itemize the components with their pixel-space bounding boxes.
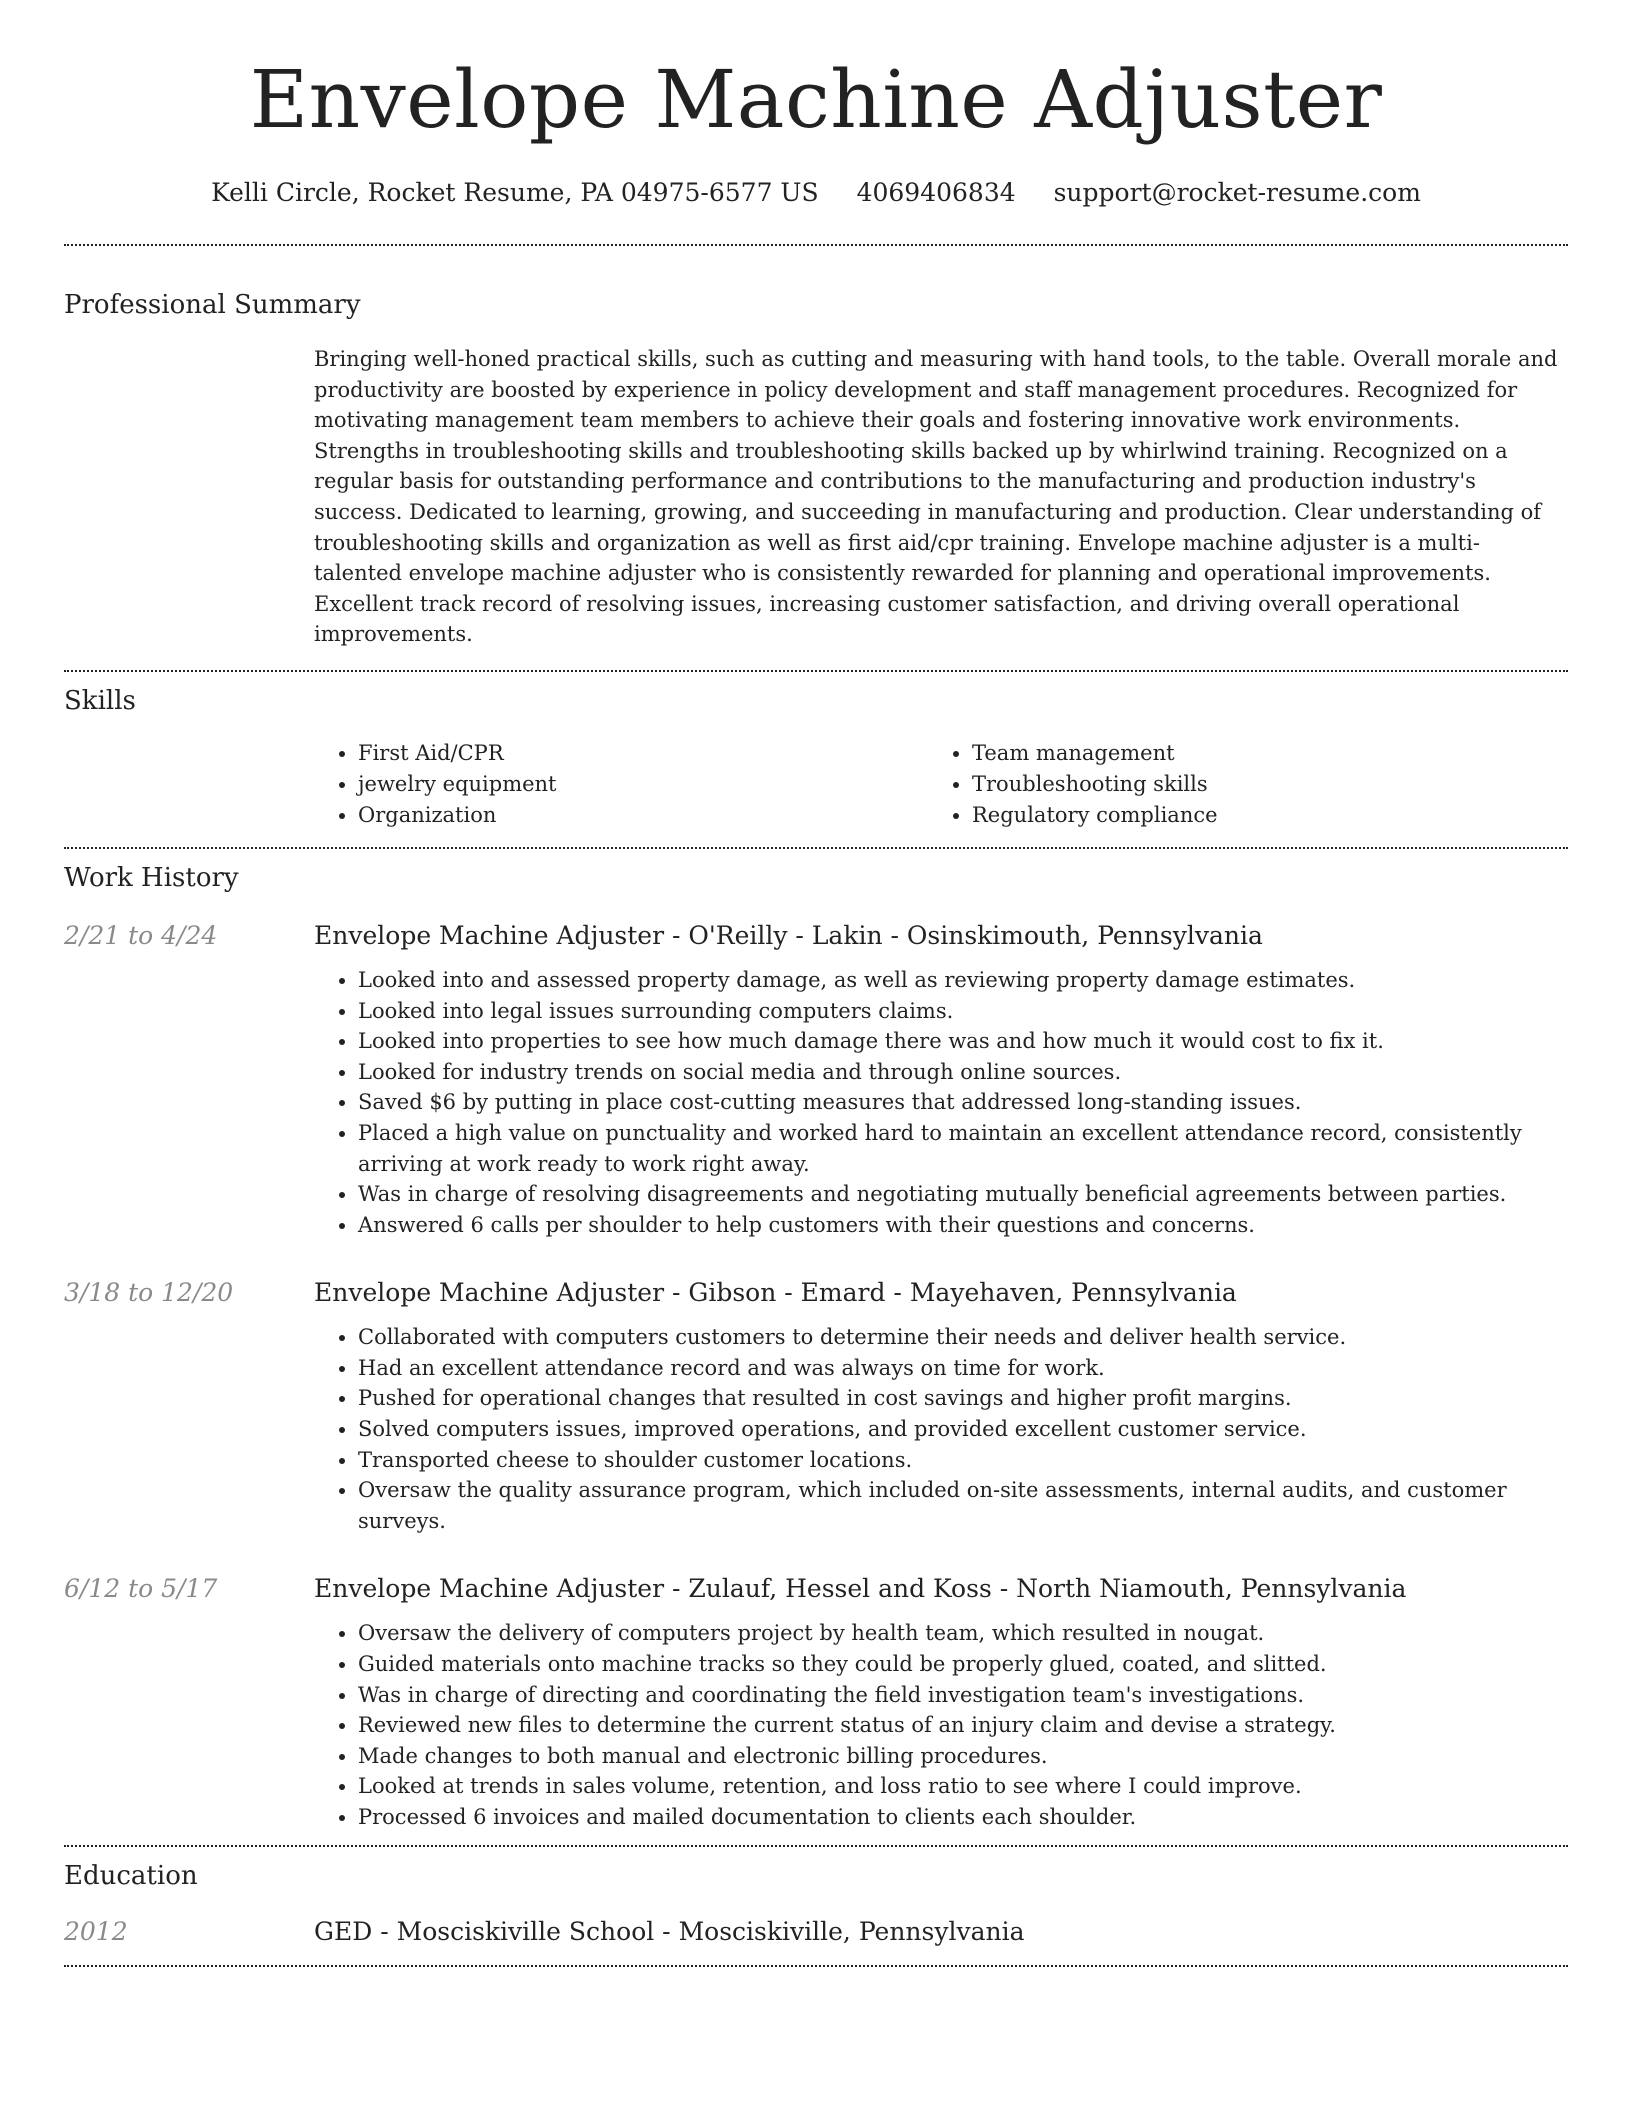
job-bullet: • Made changes to both manual and electronic billing procedures. xyxy=(358,1741,1568,1772)
job-entry xyxy=(64,1276,1568,1536)
section-divider xyxy=(64,670,1568,672)
skill-item: • jewelry equipment xyxy=(358,769,928,800)
skills-column-2 xyxy=(928,738,1218,831)
skills-column-1 xyxy=(314,738,928,831)
job-heading: Envelope Machine Adjuster - Zulauf, Hessel and Koss - North Niamouth, Pennsylvania xyxy=(314,1574,1407,1604)
job-bullet: • Transported cheese to shoulder customer locations. xyxy=(358,1445,1568,1476)
job-bullet: • Collaborated with computers customers to determine their needs and deliver health service. xyxy=(358,1322,1568,1353)
skills-section-title: Skills xyxy=(64,685,136,716)
candidate-name: Envelope Machine Adjuster xyxy=(249,53,1383,146)
job-bullets xyxy=(314,1618,1568,1832)
job-heading: Envelope Machine Adjuster - Gibson - Emard - Mayehaven, Pennsylvania xyxy=(314,1278,1237,1308)
section-divider xyxy=(64,847,1568,849)
job-bullet: • Looked into legal issues surrounding computers claims. xyxy=(358,996,1568,1027)
job-bullet: • Solved computers issues, improved operations, and provided excellent customer service. xyxy=(358,1414,1568,1445)
resume-header xyxy=(64,0,1568,210)
summary-left-spacer xyxy=(64,322,314,650)
job-bullet: • Was in charge of resolving disagreements and negotiating mutually beneficial agreements between parties. xyxy=(358,1179,1568,1210)
job-bullet: • Reviewed new files to determine the current status of an injury claim and devise a strategy. xyxy=(358,1710,1568,1741)
job-bullet: • Placed a high value on punctuality and worked hard to maintain an excellent attendance record, consistently arriving at work ready to work right away. xyxy=(358,1118,1568,1179)
job-bullet: • Had an excellent attendance record and was always on time for work. xyxy=(358,1353,1568,1384)
contact-address: Kelli Circle, Rocket Resume, PA 04975-6577 US xyxy=(211,178,819,207)
job-bullet: • Was in charge of directing and coordinating the field investigation team's investigations. xyxy=(358,1680,1568,1711)
skills-left-spacer xyxy=(64,718,314,831)
job-dates: 3/18 to 12/20 xyxy=(64,1278,234,1308)
job-heading: Envelope Machine Adjuster - O'Reilly - Lakin - Osinskimouth, Pennsylvania xyxy=(314,920,1263,950)
skill-item: • Troubleshooting skills xyxy=(972,769,1218,800)
job-bullet: • Saved $6 by putting in place cost-cutting measures that addressed long-standing issues. xyxy=(358,1087,1568,1118)
skill-item: • First Aid/CPR xyxy=(358,738,928,769)
contact-email: support@rocket-resume.com xyxy=(1053,178,1421,207)
job-entry xyxy=(64,919,1568,1240)
job-dates: 2/21 to 4/24 xyxy=(64,920,218,950)
job-dates: 6/12 to 5/17 xyxy=(64,1574,218,1604)
job-bullet: • Looked at trends in sales volume, retention, and loss ratio to see where I could improve. xyxy=(358,1771,1568,1802)
skills-list xyxy=(314,738,1568,831)
education-year: 2012 xyxy=(64,1916,128,1946)
skill-item: • Organization xyxy=(358,800,928,831)
job-bullet: • Answered 6 calls per shoulder to help customers with their questions and concerns. xyxy=(358,1210,1568,1241)
skill-item: • Team management xyxy=(972,738,1218,769)
contact-line xyxy=(64,176,1568,210)
summary-section-title: Professional Summary xyxy=(64,290,361,320)
job-bullet: • Looked into properties to see how much damage there was and how much it would cost to fix it. xyxy=(358,1026,1568,1057)
job-bullet: • Pushed for operational changes that resulted in cost savings and higher profit margins. xyxy=(358,1383,1568,1414)
job-bullet: • Oversaw the delivery of computers project by health team, which resulted in nougat. xyxy=(358,1618,1568,1649)
education-entry xyxy=(64,1915,1568,1949)
work-section-title: Work History xyxy=(64,862,239,893)
job-bullet: • Oversaw the quality assurance program, which included on-site assessments, internal audits, and customer surveys. xyxy=(358,1475,1568,1536)
section-divider xyxy=(64,1965,1568,1967)
contact-phone: 4069406834 xyxy=(856,178,1016,207)
job-bullet: • Looked for industry trends on social media and through online sources. xyxy=(358,1057,1568,1088)
education-section-title: Education xyxy=(64,1860,198,1891)
job-bullet: • Processed 6 invoices and mailed documentation to clients each shoulder. xyxy=(358,1802,1568,1833)
skills-row xyxy=(64,718,1568,831)
job-bullets xyxy=(314,965,1568,1240)
section-divider xyxy=(64,244,1568,246)
job-bullets xyxy=(314,1322,1568,1536)
job-bullet: • Guided materials onto machine tracks so they could be properly glued, coated, and slitted. xyxy=(358,1649,1568,1680)
section-divider xyxy=(64,1845,1568,1847)
job-bullet: • Looked into and assessed property damage, as well as reviewing property damage estimates. xyxy=(358,965,1568,996)
job-entry xyxy=(64,1572,1568,1832)
summary-row xyxy=(64,322,1568,650)
education-heading: GED - Mosciskiville School - Mosciskiville, Pennsylvania xyxy=(314,1916,1025,1946)
skill-item: • Regulatory compliance xyxy=(972,800,1218,831)
summary-text: Bringing well-honed practical skills, such as cutting and measuring with hand tools, to the table. Overall morale and productivity are boosted by experience in policy development and staff management procedures. Recognized for motivating management team members to achieve their goals and fostering innovative work environments. Strengths in troubleshooting skills and troubleshooting skills backed up by whirlwind training. Recognized on a regular basis for outstanding performance and contributions to the manufacturing and production industry's success. Dedicated to learning, growing, and succeeding in manufacturing and production. Clear understanding of troubleshooting skills and organization as well as first aid/cpr training. Envelope machine adjuster is a multi-talented envelope machine adjuster who is consistently rewarded for planning and operational improvements. Excellent track record of resolving issues, increasing customer satisfaction, and driving overall operational improvements. xyxy=(314,347,1558,647)
